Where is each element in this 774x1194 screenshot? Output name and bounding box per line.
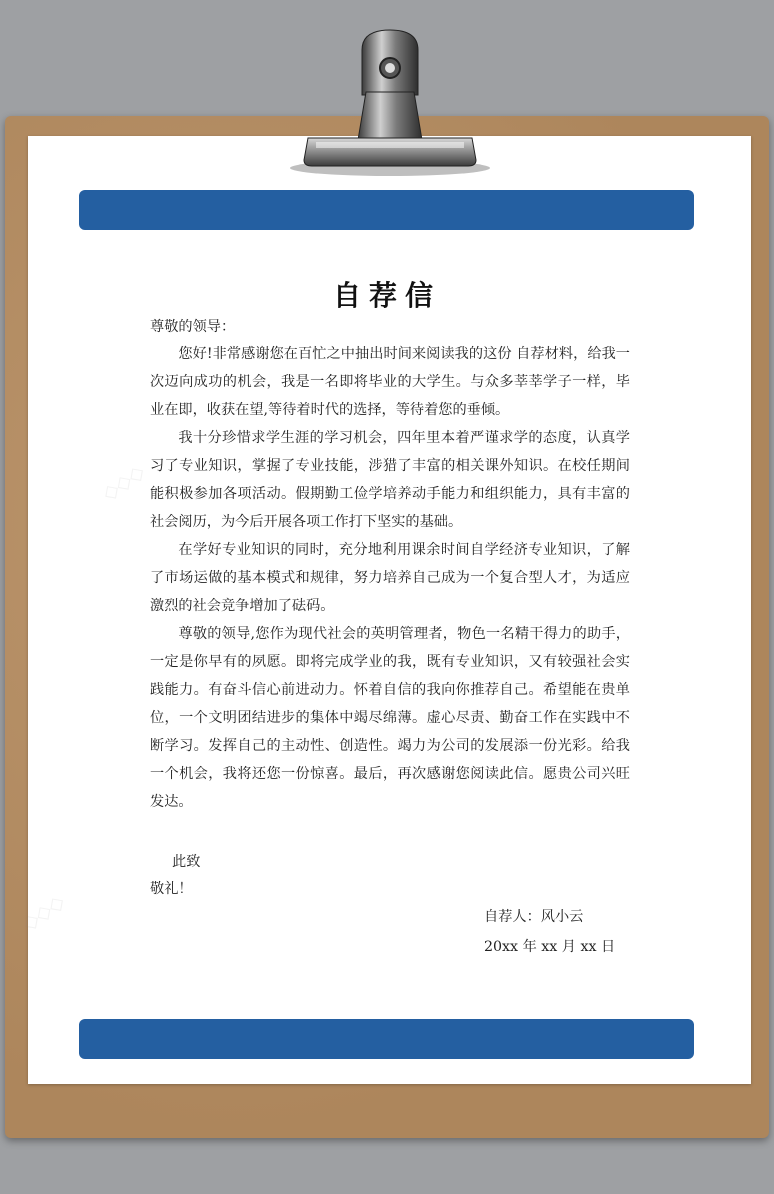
closing-line-2: 敬礼！ xyxy=(150,881,193,897)
greeting: 尊敬的领导： xyxy=(150,319,236,335)
paragraph: 您好!非常感谢您在百忙之中抽出时间来阅读我的这份 自荐材料，给我一次迈向成功的机会，我是一名即将毕业的大学生。与众多莘莘学子一样，毕业在即，收获在望,等待着时代的选择，等待着您的垂倾。 xyxy=(150,346,630,418)
paragraph: 尊敬的领导,您作为现代社会的英明管理者，物色一名精干得力的助手，一定是你早有的夙愿。即将完成学业的我，既有专业知识，又有较强社会实践能力。有奋斗信心前进动力。怀着自信的我向你推荐自己。希望能在贵单位，一个文明团结进步的集体中竭尽绵薄。虚心尽责、勤奋工作在实践中不断学习。发挥自己的主动性、创造性。竭力为公司的发展添一份光彩。给我一个机会，我将还您一份惊喜。最后，再次感谢您阅读此信。愿贵公司兴旺发达。 xyxy=(150,626,630,810)
closing-line-1: 此致 xyxy=(172,854,201,870)
watermark: ◇◇◇ xyxy=(17,888,69,936)
header-bar xyxy=(79,190,694,230)
signature: 自荐人：风小云 xyxy=(484,909,584,925)
watermark: ◇◇◇ xyxy=(97,458,149,506)
paragraph: 我十分珍惜求学生涯的学习机会，四年里本着严谨求学的态度，认真学习了专业知识，掌握了专业技能，涉猎了丰富的相关课外知识。在校任期间能积极参加各项活动。假期勤工俭学培养动手能力和组织能力，具有丰富的社会阅历，为今后开展各项工作打下坚实的基础。 xyxy=(150,430,630,530)
binder-clip-icon xyxy=(0,0,774,180)
letter-body xyxy=(150,340,630,816)
footer-bar xyxy=(79,1019,694,1059)
date: 20xx 年 xx 月 xx 日 xyxy=(484,939,616,955)
paragraph: 在学好专业知识的同时，充分地利用课余时间自学经济专业知识，了解了市场运做的基本模式和规律，努力培养自己成为一个复合型人才，为适应激烈的社会竞争增加了砝码。 xyxy=(150,542,630,614)
letter-title: 自荐信 xyxy=(332,279,441,312)
